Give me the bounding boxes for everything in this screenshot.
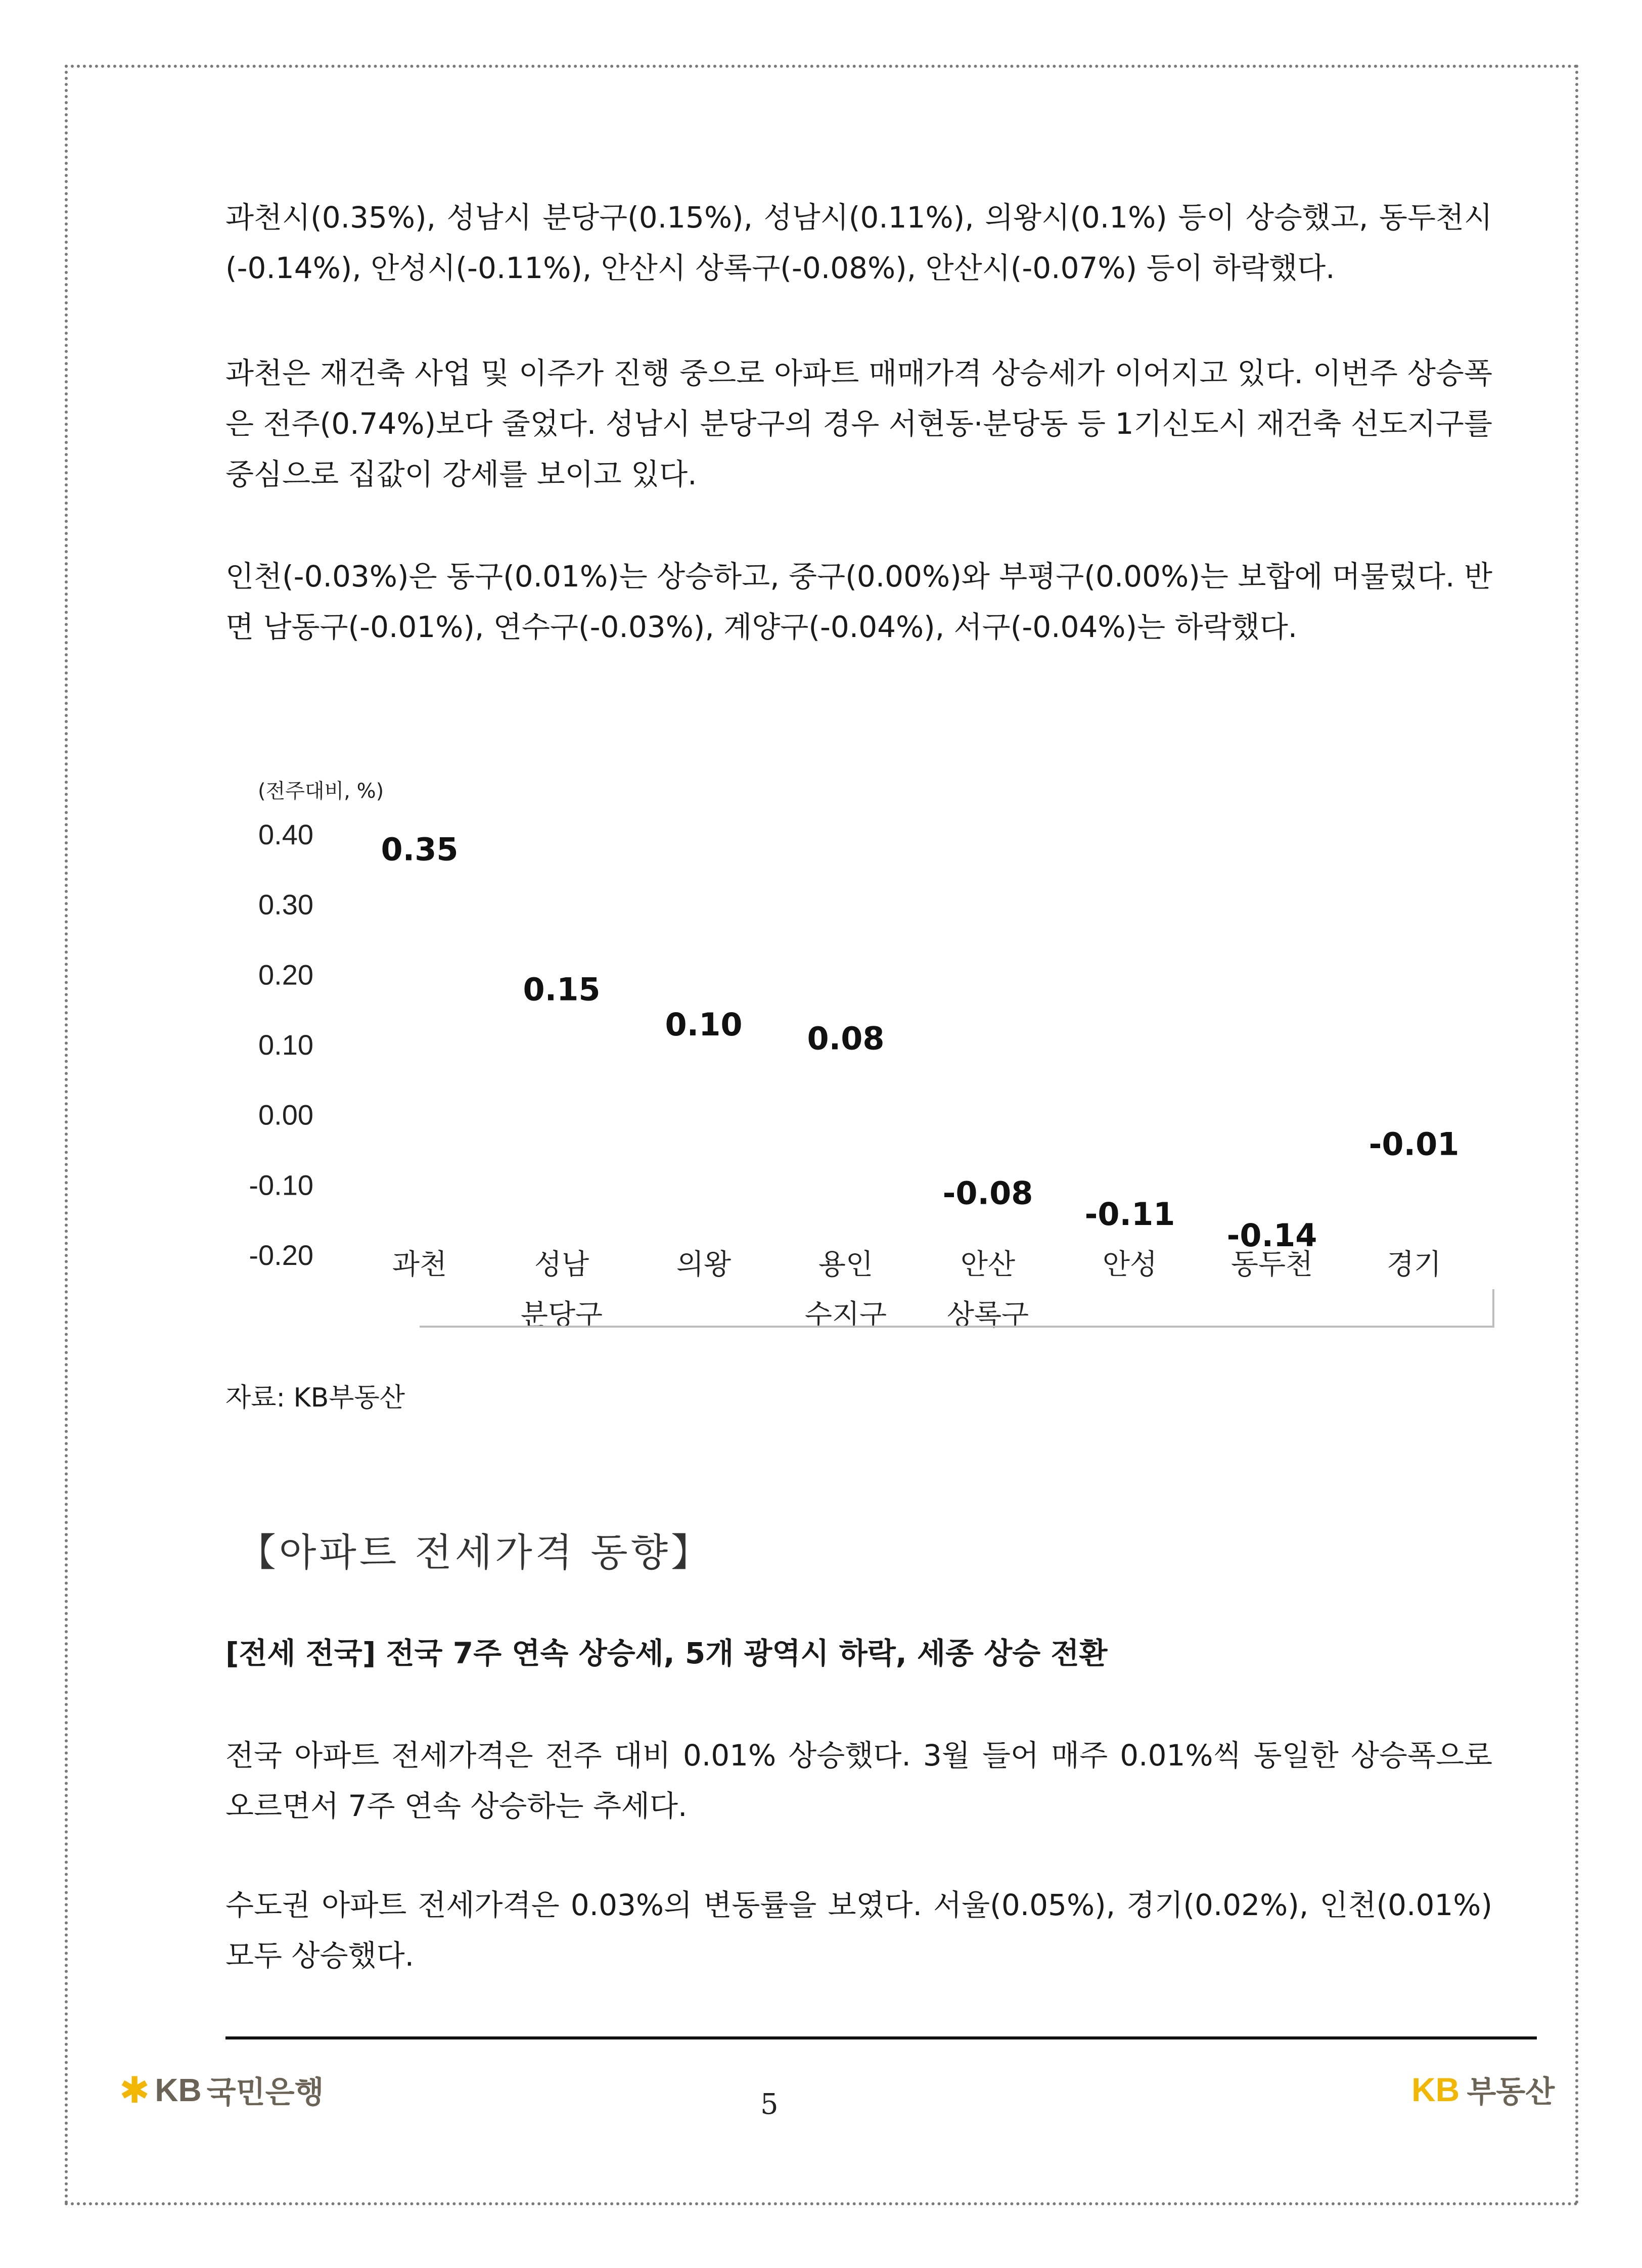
x-tick-label: 안산 [960, 1248, 1016, 1281]
x-tick-label: 분당구 [520, 1299, 603, 1332]
y-axis [249, 819, 313, 1271]
logo-realestate-text: 부동산 [1467, 2074, 1555, 2110]
chart-unit-label: (전주대비, %) [258, 780, 384, 803]
data-label: -0.14 [1226, 1216, 1317, 1254]
paragraph-capital-jeonse: 수도권 아파트 전세가격은 0.03%의 변동률을 보였다. 서울(0.05%), 경기(0.02%), 인천(0.01%) 모두 상승했다. [225, 1888, 1492, 1973]
x-tick-label: 용인 [818, 1248, 874, 1281]
data-label: 0.15 [523, 971, 601, 1008]
bar [1084, 1115, 1175, 1192]
data-label: 0.08 [807, 1020, 885, 1057]
x-axis [392, 1248, 1441, 1332]
kb-star-icon: ✱ [119, 2069, 150, 2111]
x-tick-label: 의왕 [676, 1248, 732, 1281]
section-subheading: [전세 전국] 전국 7주 연속 상승세, 5개 광역시 하락, 세종 상승 전환 [225, 1636, 1108, 1670]
x-tick-label: 성남 [534, 1248, 589, 1281]
logo-kb-text: KB [1411, 2071, 1460, 2108]
y-tick-label: -0.10 [249, 1169, 313, 1201]
y-tick-label: 0.20 [258, 959, 313, 991]
bar [374, 869, 465, 1114]
bar [1369, 1115, 1459, 1122]
section-title: 【아파트 전세가격 동향】 [238, 1530, 713, 1575]
y-tick-label: 0.10 [258, 1029, 313, 1061]
y-tick-label: -0.20 [249, 1239, 313, 1271]
source-note: 자료: KB부동산 [225, 1383, 405, 1413]
kb-real-estate-logo [1411, 2068, 1555, 2111]
bar [1226, 1115, 1317, 1213]
data-label: 0.10 [665, 1006, 743, 1043]
bar-series [374, 869, 1459, 1212]
bar [658, 1045, 749, 1115]
paragraph-gwacheon-analysis: 과천은 재건축 사업 및 이주가 진행 중으로 아파트 매매가격 상승세가 이어지고 있다. 이번주 상승폭은 전주(0.74%)보다 줄었다. 성남시 분당구의 경우 서현동·분당동 등 1기신도시 재건축 선도지구를 중심으로 집값이 강세를 보이고 있다. [225, 356, 1492, 491]
bar [942, 1115, 1033, 1171]
logo-bank-text: 국민은행 [206, 2075, 324, 2110]
kb-kookmin-bank-logo [119, 2070, 324, 2110]
y-tick-label: 0.30 [258, 888, 313, 921]
page-number: 5 [760, 2088, 779, 2121]
paragraph-gyeonggi-changes: 과천시(0.35%), 성남시 분당구(0.15%), 성남시(0.11%), 의왕시(0.1%) 등이 상승했고, 동두천시(-0.14%), 안성시(-0.11%), 안산시 상록구(-0.08%), 안산시(-0.07%) 등이 하락했다. [225, 200, 1492, 285]
x-tick-label: 동두천 [1230, 1248, 1313, 1281]
bar [800, 1059, 891, 1115]
paragraph-incheon-changes: 인천(-0.03%)은 동구(0.01%)는 상승하고, 중구(0.00%)와 부평구(0.00%)는 보합에 머물렀다. 반면 남동구(-0.01%), 연수구(-0.03%), 계양구(-0.04%), 서구(-0.04%)는 하락했다. [225, 559, 1492, 644]
data-label: -0.11 [1084, 1196, 1175, 1233]
data-label: 0.35 [381, 831, 459, 868]
x-tick-label: 상록구 [946, 1299, 1029, 1332]
bar [516, 1010, 607, 1115]
data-label: -0.01 [1369, 1125, 1459, 1163]
y-tick-label: 0.40 [258, 819, 313, 850]
x-tick-label: 수지구 [804, 1299, 887, 1332]
x-tick-label: 안성 [1102, 1248, 1158, 1281]
x-tick-label: 경기 [1386, 1248, 1442, 1281]
paragraph-national-jeonse: 전국 아파트 전세가격은 전주 대비 0.01% 상승했다. 3월 들어 매주 0.01%씩 동일한 상승폭으로 오르면서 7주 연속 상승하는 추세다. [225, 1738, 1492, 1823]
footer-divider [225, 2036, 1537, 2039]
x-tick-label: 과천 [392, 1248, 447, 1281]
data-label: -0.08 [942, 1174, 1033, 1212]
bar-chart [222, 758, 1517, 1375]
logo-kb-text: KB [155, 2072, 202, 2108]
y-tick-label: 0.00 [258, 1099, 313, 1131]
